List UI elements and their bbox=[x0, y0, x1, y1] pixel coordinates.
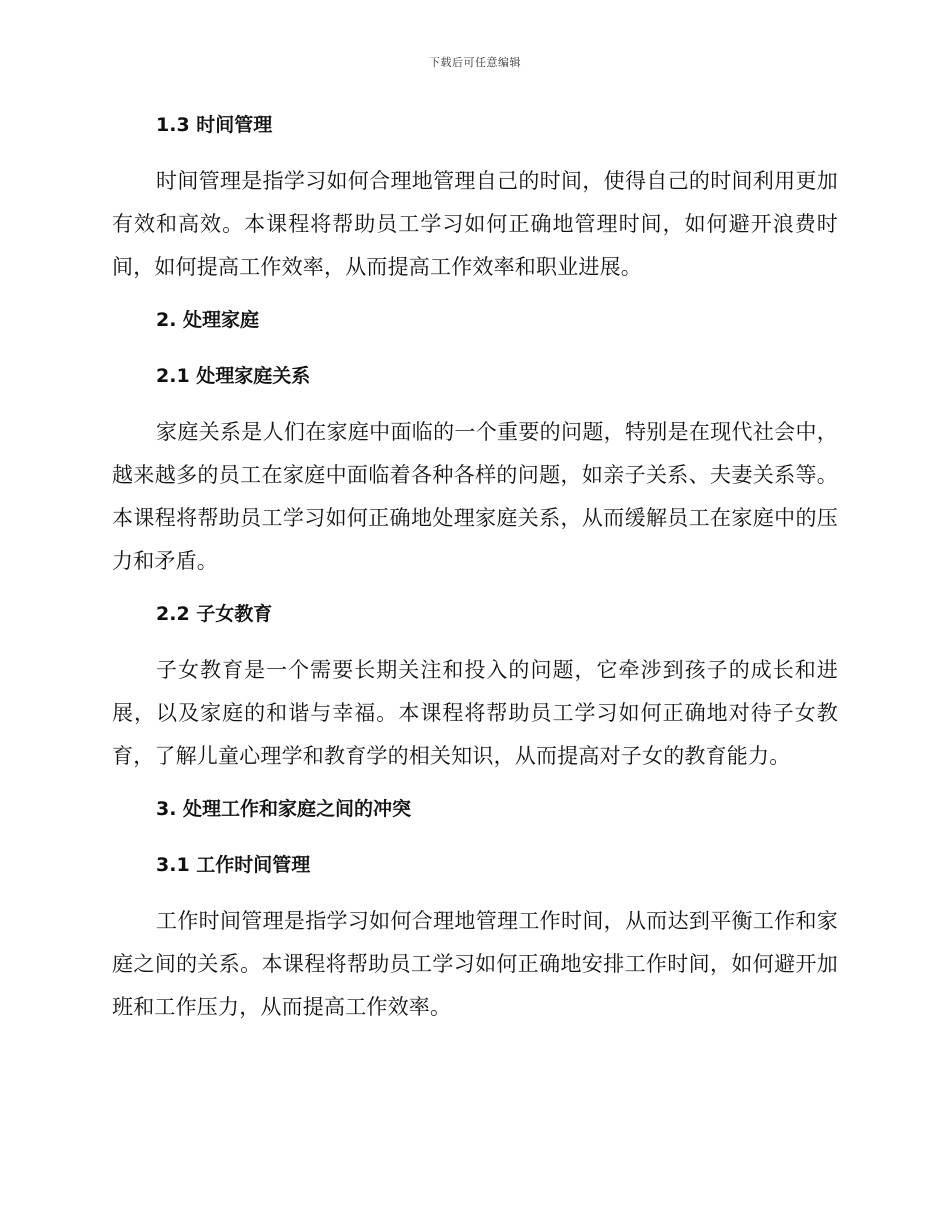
section-heading-1-3: 1.3 时间管理 bbox=[156, 114, 273, 136]
paragraph-work-time-management: 工作时间管理是指学习如何合理地管理工作时间，从而达到平衡工作和家庭之间的关系。本课程将帮助员工学习如何正确地安排工作时间，如何避开加班和工作压力，从而提高工作效率。 bbox=[112, 909, 838, 1019]
section-heading-2-1: 2.1 处理家庭关系 bbox=[156, 365, 311, 387]
section-heading-2: 2. 处理家庭 bbox=[156, 309, 260, 331]
paragraph-family-relations: 家庭关系是人们在家庭中面临的一个重要的问题，特别是在现代社会中，越来越多的员工在家庭中面临着各种各样的问题，如亲子关系、夫妻关系等。本课程将帮助员工学习如何正确地处理家庭关系，从而缓解员工在家庭中的压力和矛盾。 bbox=[112, 420, 838, 573]
document-body bbox=[112, 110, 838, 1045]
page-header: 下载后可任意编辑 bbox=[429, 56, 521, 69]
paragraph-child-education: 子女教育是一个需要长期关注和投入的问题，它牵涉到孩子的成长和进展，以及家庭的和谐与幸福。本课程将帮助员工学习如何正确地对待子女教育，了解儿童心理学和教育学的相关知识，从而提高对子女的教育能力。 bbox=[112, 658, 838, 768]
paragraph-time-management: 时间管理是指学习如何合理地管理自己的时间，使得自己的时间利用更加有效和高效。本课程将帮助员工学习如何正确地管理时间，如何避开浪费时间，如何提高工作效率，从而提高工作效率和职业进展。 bbox=[112, 169, 838, 279]
section-heading-2-2: 2.2 子女教育 bbox=[156, 603, 273, 625]
section-heading-3-1: 3.1 工作时间管理 bbox=[156, 854, 311, 876]
section-heading-3: 3. 处理工作和家庭之间的冲突 bbox=[156, 798, 412, 820]
